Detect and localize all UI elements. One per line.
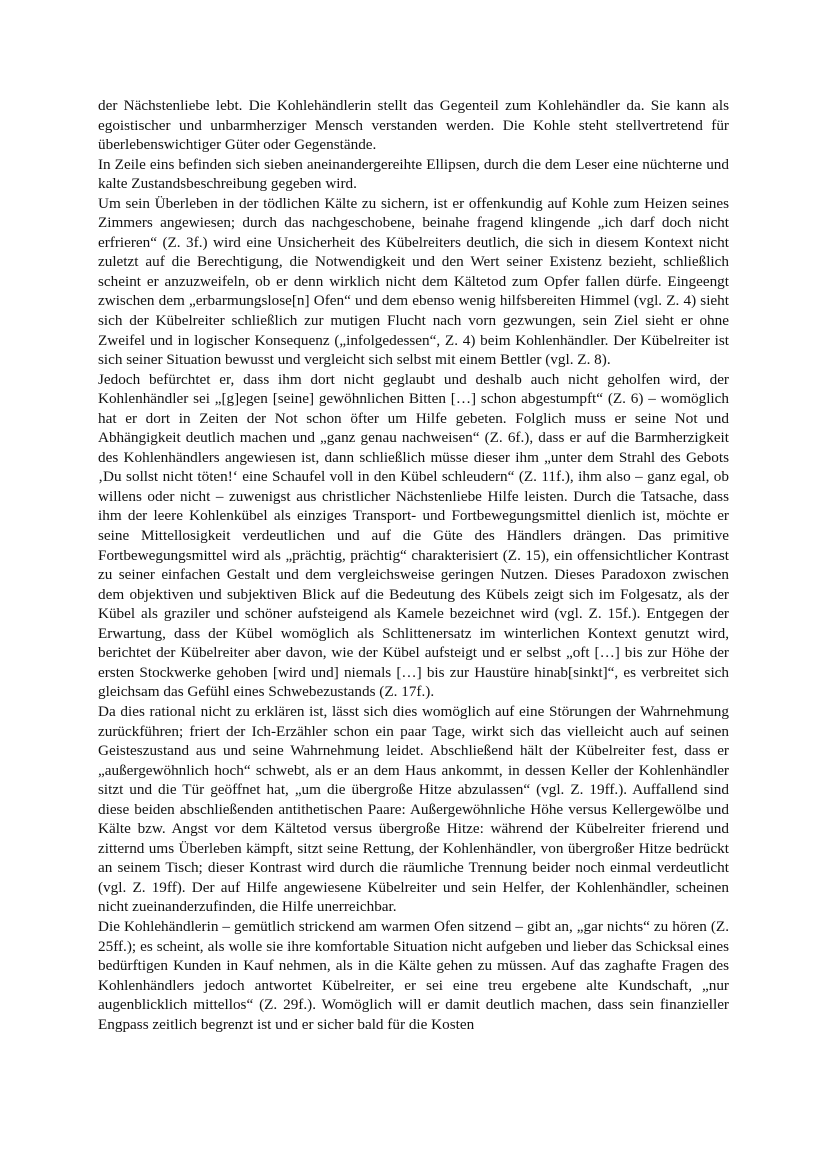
paragraph-kohlehaendlerin: Die Kohlehändlerin – gemütlich strickend am warmen Ofen sitzend – gibt an, „gar nichts“ zu hören (Z. 25ff.); es scheint, als wolle sie ihre komfortable Situation nicht aufgeben und lieber das Schicksal eines bedürftigen Kunden in Kauf nehmen, als in die Kälte gehen zu müssen. Auf das zaghafte Fragen des Kohlenhändlers jedoch antwortet Kübelreiter, er sei eine treu ergebene alte Kundschaft, „nur augenblicklich mittellos“ (Z. 29f.). Womöglich will er damit deutlich machen, dass sein finanzieller Engpass zeitlich begrenzt ist und er sicher bald für die Kosten — [98, 917, 729, 1033]
paragraph-befuerchtung: Jedoch befürchtet er, dass ihm dort nicht geglaubt und deshalb auch nicht geholfen wird, der Kohlenhändler sei „[g]egen [seine] gewöhnlichen Bitten […] schon abgestumpft“ (Z. 6) – womöglich hat er dort in Zeiten der Not schon öfter um Hilfe gebeten. Folglich muss er seine Not und Abhängigkeit deutlich machen und „ganz genau nachweisen“ (Z. 6f.), dass er auf die Barmherzigkeit des Kohlenhändlers angewiesen ist, dann schließlich müsse dieser ihm „unter dem Strahl des Gebots ‚Du sollst nicht töten!‘ eine Schaufel voll in den Kübel schleudern“ (Z. 11f.), ihm also – ganz egal, ob willens oder nicht – zuwenigst aus christlicher Nächstenliebe Hilfe leisten. Durch die Tatsache, dass ihm der leere Kohlenkübel als einziges Transport- und Fortbewegungsmittel dienlich ist, möchte er seine Mittellosigkeit verdeutlichen und auf die Güte des Händlers drängen. Das primitive Fortbewegungsmittel wird als „prächtig, prächtig“ charakterisiert (Z. 15), ein offensichtlicher Kontrast zu seiner einfachen Gestalt und dem vergleichsweise geringen Nutzen. Dieses Paradoxon zwischen dem objektiven und subjektiven Blick auf die Bedeutung des Kübels zeigt sich im Folgesatz, als der Kübel als graziler und schöner aufsteigend als Kamele bezeichnet wird (vgl. Z. 15f.). Entgegen der Erwartung, dass der Kübel womöglich als Schlittenersatz im winterlichen Kontext genutzt wird, berichtet der Kübelreiter aber davon, wie der Kübel aufsteigt und er selbst „oft […] bis zur Höhe der ersten Stockwerke gehoben [wird und] niemals […] bis zur Haustüre hinab[sinkt]“, es verbreitet sich gleichsam das Gefühl eines Schwebezustands (Z. 17f.). — [98, 370, 729, 701]
paragraph-ellipsen: In Zeile eins befinden sich sieben aneinandergereihte Ellipsen, durch die dem Leser eine nüchterne und kalte Zustandsbeschreibung gegeben wird. — [98, 155, 729, 193]
document-page — [98, 96, 729, 1034]
paragraph-ueberleben: Um sein Überleben in der tödlichen Kälte zu sichern, ist er offenkundig auf Kohle zum Heizen seines Zimmers angewiesen; durch das nachgeschobene, beinahe fragend klingende „ich darf doch nicht erfrieren“ (Z. 3f.) wird eine Unsicherheit des Kübelreiters deutlich, die sich in diesem Kontext nicht zuletzt auf die Berechtigung, die Notwendigkeit und den Wert seiner Existenz bezieht, schließlich scheint er anzuzweifeln, ob er denn wirklich nicht dem Kältetod zum Opfer fallen dürfe. Eingeengt zwischen dem „erbarmungslose[n] Ofen“ und dem ebenso wenig hilfsbereiten Himmel (vgl. Z. 4) sieht sich der Kübelreiter schließlich zur mutigen Flucht nach vorn gezwungen, sein Ziel sieht er ohne Zweifel und in logischer Konsequenz („infolgedessen“, Z. 4) beim Kohlenhändler. Der Kübelreiter ist sich seiner Situation bewusst und vergleicht sich selbst mit einem Bettler (vgl. Z. 8). — [98, 194, 729, 369]
paragraph-naechstenliebe: der Nächstenliebe lebt. Die Kohlehändlerin stellt das Gegenteil zum Kohlehändler da. Sie kann als egoistischer und unbarmherziger Mensch verstanden werden. Die Kohle steht stellvertretend für überlebenswichtiger Güter oder Gegenstände. — [98, 97, 729, 154]
paragraph-wahrnehmung: Da dies rational nicht zu erklären ist, lässt sich dies womöglich auf eine Störungen der Wahrnehmung zurückführen; friert der Ich-Erzähler schon ein paar Tage, wirkt sich das vielleicht auch auf seinen Geisteszustand aus und seine Wahrnehmung leidet. Abschließend hält der Kübelreiter fest, dass er „außergewöhnlich hoch“ schwebt, als er an dem Haus ankommt, in dessen Keller der Kohlenhändler sitzt und die Tür geöffnet hat, „um die übergroße Hitze abzulassen“ (vgl. Z. 19ff.). Auffallend sind diese beiden abschließenden antithetischen Paare: Außergewöhnliche Höhe versus Kellergewölbe und Kälte bzw. Angst vor dem Kältetod versus übergroße Hitze: während der Kübelreiter frierend und zitternd ums Überleben kämpft, sitzt seine Rettung, der Kohlenhändler, von übergroßer Hitze bedrückt an seinem Tisch; dieser Kontrast wird durch die räumliche Trennung beider noch einmal verdeutlicht (vgl. Z. 19ff). Der auf Hilfe angewiesene Kübelreiter und sein Helfer, der Kohlenhändler, scheinen nicht zueinanderzufinden, die Hilfe unerreichbar. — [98, 702, 729, 916]
